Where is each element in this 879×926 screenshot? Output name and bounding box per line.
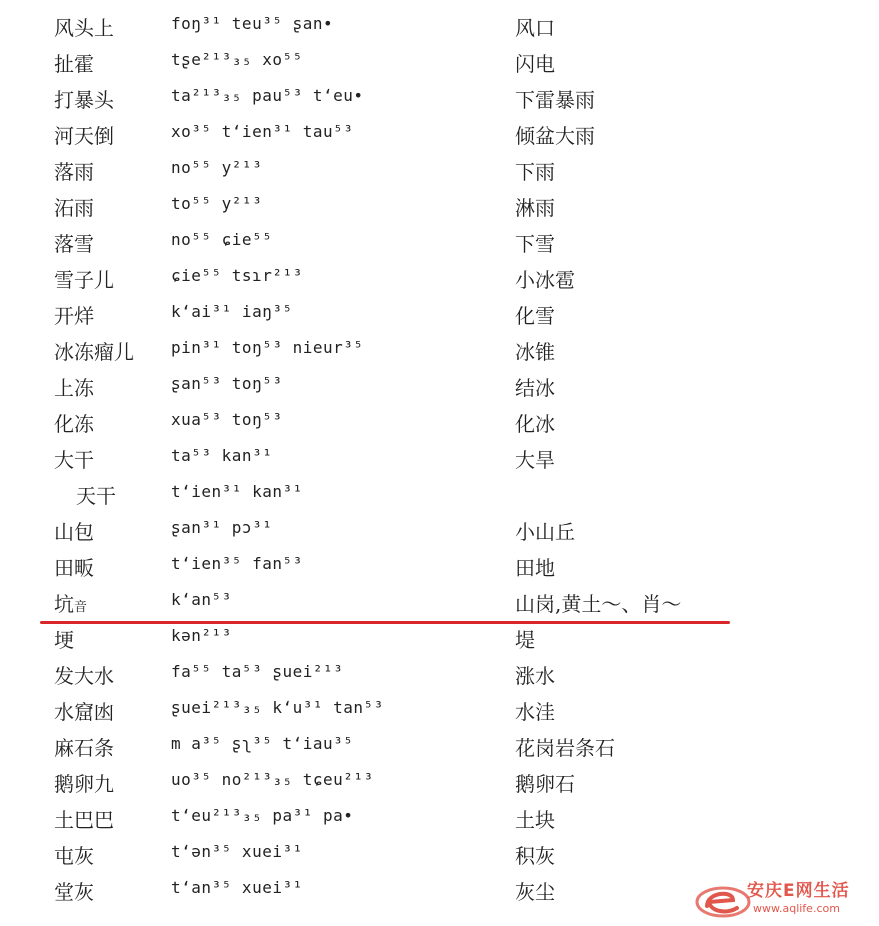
standard-meaning: 化冰 [515,412,555,436]
phonetic-transcription: ʂan⁵³ toŋ⁵³ [171,374,283,393]
standard-meaning: 下雪 [515,232,555,256]
dialect-word: 沰雨 [54,196,94,220]
table-row [0,476,879,512]
table-row [0,692,879,728]
phonetic-transcription: m a³⁵ ʂʅ³⁵ tʻiau³⁵ [171,734,354,753]
dialect-word: 水窟凼 [54,700,114,724]
phonetic-transcription: kən²¹³ [171,626,232,645]
dialect-word: 埂 [54,628,74,652]
standard-meaning: 倾盆大雨 [515,124,595,148]
phonetic-transcription: kʻai³¹ iaŋ³⁵ [171,302,293,321]
table-row [0,116,879,152]
dialect-word: 扯霍 [54,52,94,76]
table-row [0,296,879,332]
standard-meaning: 鹅卵石 [515,772,575,796]
table-row [0,620,879,656]
phonetic-transcription: tʂe²¹³₃₅ xo⁵⁵ [171,50,303,69]
dialect-word: 田畈 [54,556,94,580]
standard-meaning: 堤 [515,628,535,652]
standard-meaning: 小山丘 [515,520,575,544]
standard-meaning: 淋雨 [515,196,555,220]
watermark-url: www.aqlife.com [753,902,840,915]
phonetic-transcription: ta²¹³₃₅ pau⁵³ tʻeu• [171,86,364,105]
standard-meaning: 化雪 [515,304,555,328]
standard-meaning: 结冰 [515,376,555,400]
standard-meaning: 小冰雹 [515,268,575,292]
watermark-title: 安庆E网生活 [747,881,850,901]
phonetic-transcription: to⁵⁵ y²¹³ [171,194,263,213]
standard-meaning: 风口 [515,16,555,40]
standard-meaning: 闪电 [515,52,555,76]
table-row [0,332,879,368]
dialect-word: 雪子儿 [54,268,114,292]
dialect-word: 打暴头 [54,88,114,112]
standard-meaning: 土块 [515,808,555,832]
standard-meaning: 大旱 [515,448,555,472]
phonetic-transcription: pin³¹ toŋ⁵³ nieur³⁵ [171,338,364,357]
table-row [0,44,879,80]
table-row [0,728,879,764]
dialect-word: 发大水 [54,664,114,688]
vocabulary-table [0,8,879,908]
phonetic-transcription: ʂuei²¹³₃₅ kʻu³¹ tan⁵³ [171,698,384,717]
table-row [0,188,879,224]
phonetic-transcription: fa⁵⁵ ta⁵³ ʂuei²¹³ [171,662,344,681]
dialect-word: 土巴巴 [54,808,114,832]
dialect-word: 冰冻瘤儿 [54,340,134,364]
standard-meaning: 水洼 [515,700,555,724]
dialect-word: 麻石条 [54,736,114,760]
dialect-word: 鹅卵九 [54,772,114,796]
table-row [0,836,879,872]
dialect-word: 开烊 [54,304,94,328]
phonetic-transcription: uo³⁵ no²¹³₃₅ tɕeu²¹³ [171,770,374,789]
phonetic-transcription: tʻien³¹ kan³¹ [171,482,303,501]
e-logo-icon [693,872,753,922]
dialect-word: 天干 [76,484,116,508]
phonetic-transcription: xo³⁵ tʻien³¹ tau⁵³ [171,122,354,141]
dialect-word: 大干 [54,448,94,472]
standard-meaning: 田地 [515,556,555,580]
watermark [693,872,873,924]
dialect-word: 堂灰 [54,880,94,904]
standard-meaning: 冰锥 [515,340,555,364]
phonetic-transcription: kʻan⁵³ [171,590,232,609]
table-row [0,656,879,692]
table-row [0,764,879,800]
phonetic-transcription: ʂan³¹ pɔ³¹ [171,518,273,537]
phonetic-transcription: no⁵⁵ ɕie⁵⁵ [171,230,273,249]
table-row [0,404,879,440]
dialect-word: 屯灰 [54,844,94,868]
pronunciation-note: 音 [74,600,88,615]
table-row [0,440,879,476]
dialect-word: 落雪 [54,232,94,256]
table-row [0,8,879,44]
phonetic-transcription: tʻan³⁵ xuei³¹ [171,878,303,897]
standard-meaning: 下雷暴雨 [515,88,595,112]
standard-meaning: 下雨 [515,160,555,184]
table-row [0,260,879,296]
dialect-word: 上冻 [54,376,94,400]
table-row [0,224,879,260]
phonetic-transcription: foŋ³¹ teu³⁵ ʂan• [171,14,334,33]
phonetic-transcription: tʻien³⁵ fan⁵³ [171,554,303,573]
dialect-word: 河天倒 [54,124,114,148]
standard-meaning: 涨水 [515,664,555,688]
red-divider-line [40,621,730,624]
phonetic-transcription: ɕie⁵⁵ tsɿr²¹³ [171,266,303,285]
table-row [0,80,879,116]
standard-meaning: 灰尘 [515,880,555,904]
phonetic-transcription: xua⁵³ toŋ⁵³ [171,410,283,429]
table-row [0,584,879,620]
dialect-word: 山包 [54,520,94,544]
standard-meaning: 积灰 [515,844,555,868]
dialect-word: 化冻 [54,412,94,436]
table-row [0,368,879,404]
table-row [0,800,879,836]
dialect-word: 坑音 [54,592,88,616]
dialect-word: 落雨 [54,160,94,184]
table-row [0,152,879,188]
dialect-word: 风头上 [54,16,114,40]
table-row [0,548,879,584]
phonetic-transcription: ta⁵³ kan³¹ [171,446,273,465]
phonetic-transcription: no⁵⁵ y²¹³ [171,158,263,177]
table-row [0,512,879,548]
standard-meaning: 山岗,黄土～、肖～ [515,592,682,616]
standard-meaning: 花岗岩条石 [515,736,615,760]
phonetic-transcription: tʻeu²¹³₃₅ pa³¹ pa• [171,806,354,825]
phonetic-transcription: tʻən³⁵ xuei³¹ [171,842,303,861]
